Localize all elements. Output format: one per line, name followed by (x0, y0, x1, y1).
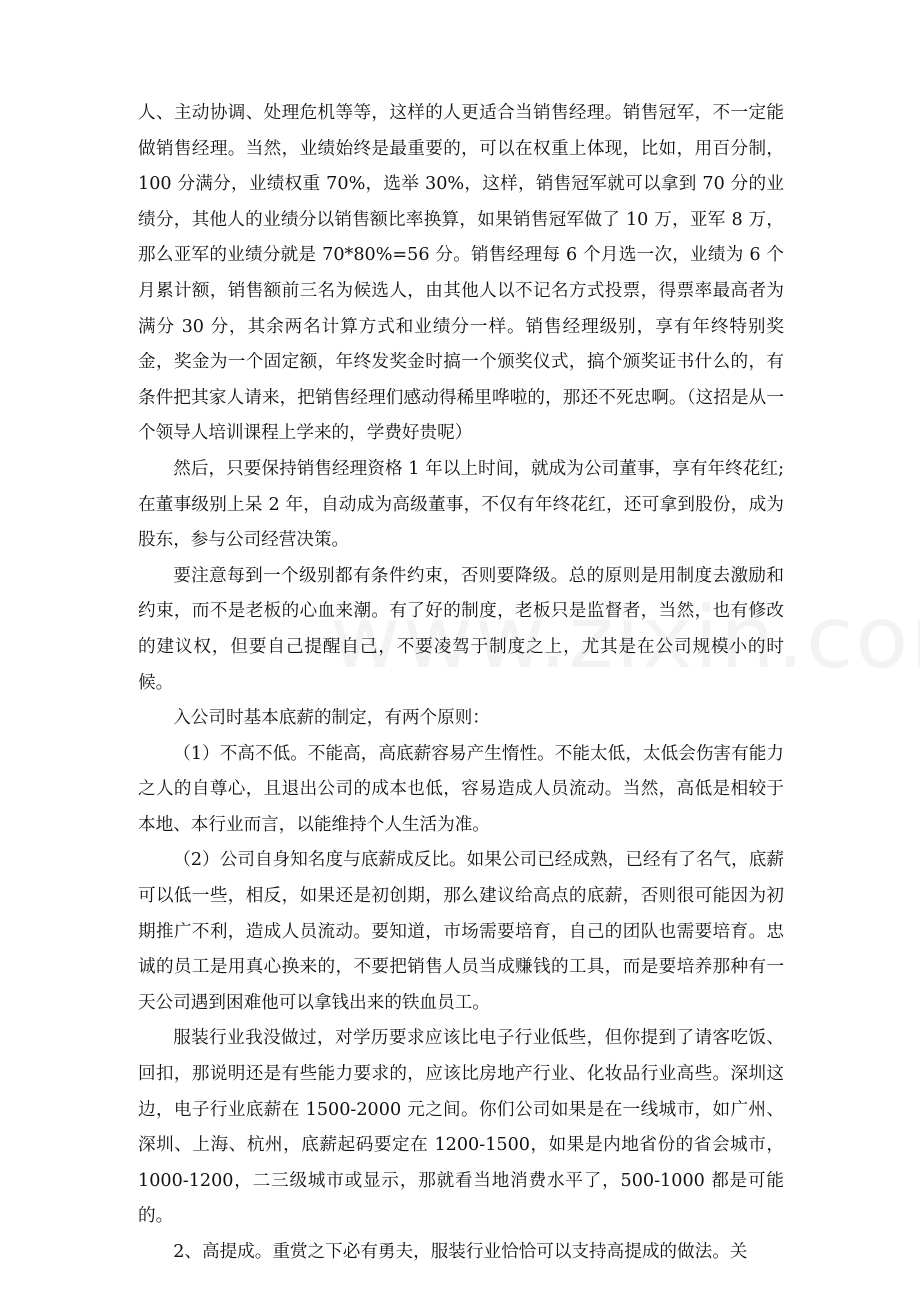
paragraph-principle-2: （2）公司自身知名度与底薪成反比。如果公司已经成熟，已经有了名气，底薪可以低一些，相反，如果还是初创期，那么建议给高点的底薪，否则很可能因为初期推广不利，造成人员流动。要知道，市场需要培育，自己的团队也需要培育。忠诚的员工是用真心换来的，不要把销售人员当成赚钱的工具，而是要培养那种有一天公司遇到困难他可以拿钱出来的铁血员工。 (138, 850, 784, 1013)
paragraph-sales-manager-selection: 人、主动协调、处理危机等等，这样的人更适合当销售经理。销售冠军，不一定能做销售经理。当然，业绩始终是最重要的，可以在权重上体现，比如，用百分制，100 分满分，业绩权重 70%，选举 30%，这样，销售冠军就可以拿到 70 分的业绩分，其他人的业绩分以销售额比率换算，如果销售冠军做了 10 万，亚军 8 万，那么亚军的业绩分就是 70*80%=56 分。销售经理每 6 个月选一次，业绩为 6 个月累计额，销售额前三名为候选人，由其他人以不记名方式投票，得票率最高者为满分 30 分，其余两名计算方式和业绩分一样。销售经理级别，享有年终特别奖金，奖金为一个固定额，年终发奖金时搞一个颁奖仪式，搞个颁奖证书什么的，有条件把其家人请来，把销售经理们感动得稀里哗啦的，那还不死忠啊。（这招是从一个领导人培训课程上学来的，学费好贵呢） (138, 103, 784, 444)
paragraph-industry-salary: 服装行业我没做过，对学历要求应该比电子行业低些，但你提到了请客吃饭、回扣，那说明还是有些能力要求的，应该比房地产行业、化妆品行业高些。深圳这边，电子行业底薪在 1500-2000 元之间。你们公司如果是在一线城市，如广州、深圳、上海、杭州，底薪起码要定在 1200-1500，如果是内地省份的省会城市，1000-1200，二三级城市或显示，那就看当地消费水平了，500-1000 都是可能的。 (138, 1028, 784, 1227)
paragraph-principle-1: （1）不高不低。不能高，高底薪容易产生惰性。不能太低，太低会伤害有能力之人的自尊心，且退出公司的成本也低，容易造成人员流动。当然，高低是相较于本地、本行业而言，以能维持个人生活为准。 (138, 743, 784, 835)
paragraph-director-promotion: 然后，只要保持销售经理资格 1 年以上时间，就成为公司董事，享有年终花红; 在董事级别上呆 2 年，自动成为高级董事，不仅有年终花红，还可拿到股份，成为股东，参与公司经营决策。 (138, 458, 784, 551)
paragraph-base-salary-intro: 入公司时基本底薪的制定，有两个原则： (173, 708, 490, 729)
paragraph-high-commission: 2、高提成。重赏之下必有勇夫，服装行业恰恰可以支持高提成的做法。关 (173, 1242, 748, 1262)
document-body (138, 96, 784, 1271)
paragraph-level-constraints: 要注意每到一个级别都有条件约束，否则要降级。总的原则是用制度去激励和约束，而不是老板的心血来潮。有了好的制度，老板只是监督者，当然，也有修改的建议权，但要自己提醒自己，不要凌驾于制度之上，尤其是在公司规模小的时候。 (138, 565, 784, 693)
